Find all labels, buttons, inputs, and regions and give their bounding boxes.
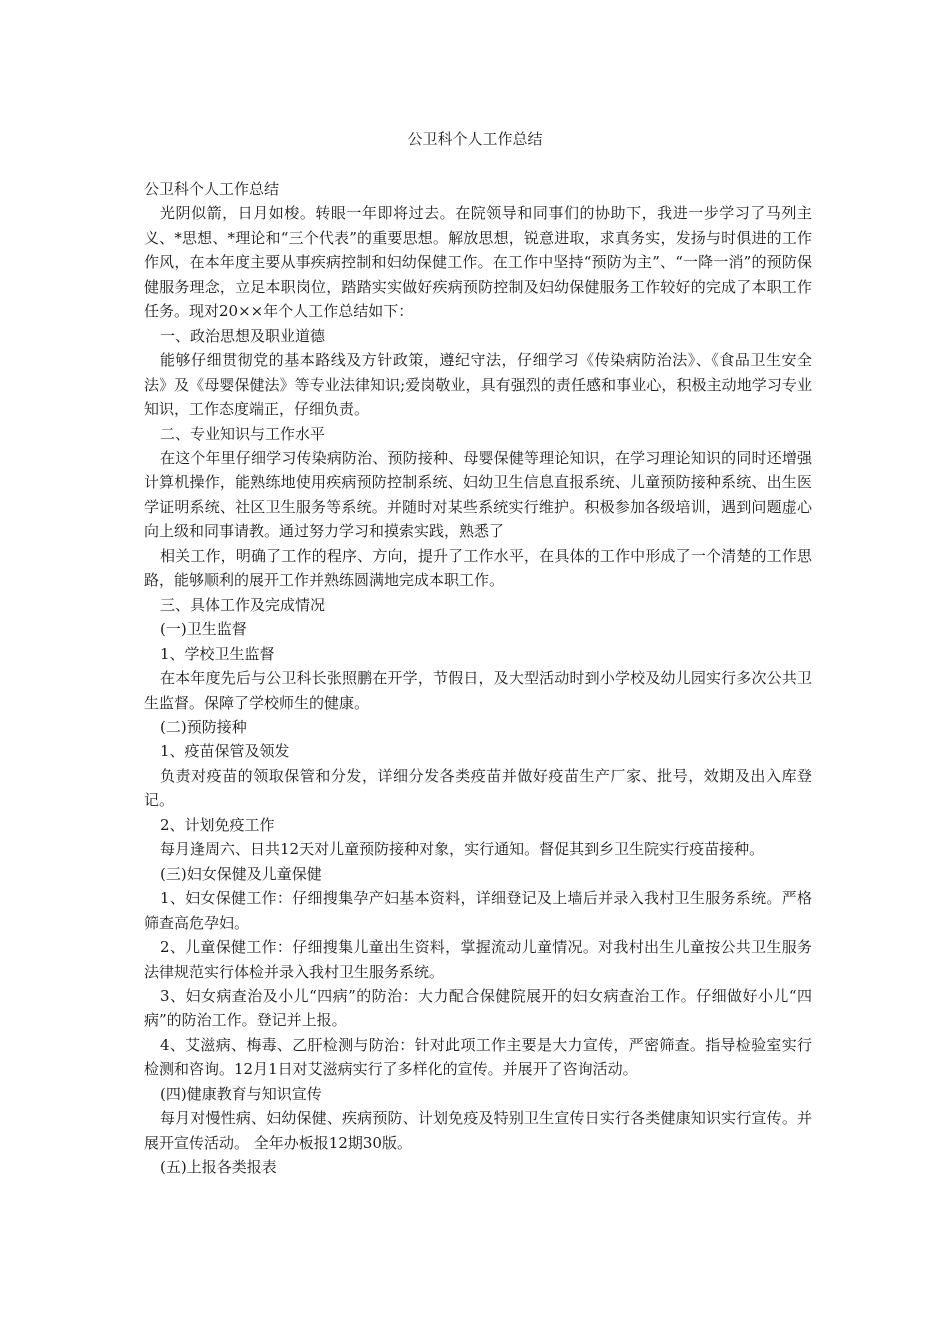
paragraph: 相关工作，明确了工作的程序、方向，提升了工作水平，在具体的工作中形成了一个清楚的工作思路，能够顺利的展开工作并熟练圆满地完成本职工作。: [144, 546, 812, 590]
paragraph: 在这个年里仔细学习传染病防治、预防接种、母婴保健等理论知识，在学习理论知识的同时还增强计算机操作，能熟练地使用疾病预防控制系统、妇幼卫生信息直报系统、儿童预防接种系统、出生医学证明系统、社区卫生服务等系统。并随时对某些系统实行维护。积极参加各级培训，遇到问题虚心向上级和同事请教。通过努力学习和摸索实践，熟悉了: [144, 448, 812, 541]
paragraph: 光阴似箭，日月如梭。转眼一年即将过去。在院领导和同事们的协助下，我进一步学习了马列主义、*思想、*理论和“三个代表”的重要思想。解放思想，锐意进取，求真务实，发扬与时俱进的工作作风，在本年度主要从事疾病控制和妇幼保健工作。在工作中坚持“预防为主”、“一降一消”的预防保健服务理念，立足本职岗位，踏踏实实做好疾病预防控制及妇幼保健服务工作较好的完成了本职工作任务。现对20××年个人工作总结如下：: [144, 204, 812, 321]
item-heading: 1、疫苗保管及领发: [160, 742, 290, 761]
paragraph: 每月对慢性病、妇幼保健、疾病预防、计划免疫及特别卫生宣传日实行各类健康知识实行宣传。并展开宣传活动。 全年办板报12期30版。: [144, 1109, 812, 1152]
paragraph: 4、艾滋病、梅毒、乙肝检测与防治：针对此项工作主要是大力宣传，严密筛查。指导检验室实行检测和咨询。12月1日对艾滋病实行了多样化的宣传。并展开了咨询活动。: [144, 1035, 812, 1079]
item-heading: 1、学校卫生监督: [160, 644, 275, 663]
paragraph: 能够仔细贯彻党的基本路线及方针政策，遵纪守法，仔细学习《传染病防治法》、《食品卫生安全法》及《母婴保健法》等专业法律知识;爱岗敬业，具有强烈的责任感和事业心，积极主动地学习专业知识，工作态度端正，仔细负责。: [144, 351, 812, 419]
paragraph: 每月逢周六、日共12天对儿童预防接种对象，实行通知。督促其到乡卫生院实行疫苗接种。: [160, 840, 765, 859]
paragraph: 在本年度先后与公卫科长张照鹏在开学，节假日，及大型活动时到小学校及幼儿园实行多次公共卫生监督。保障了学校师生的健康。: [144, 669, 812, 712]
section-heading: 二、专业知识与工作水平: [160, 424, 326, 443]
paragraph: 公卫科个人工作总结: [144, 180, 280, 198]
item-heading: 2、计划免疫工作: [160, 815, 275, 834]
document-body: [144, 177, 812, 1180]
subsection-heading: (五)上报各类报表: [160, 1158, 277, 1177]
subsection-heading: (二)预防接种: [160, 717, 247, 736]
paragraph: 1、妇女保健工作：仔细搜集孕产妇基本资料，详细登记及上墙后并录入我村卫生服务系统。严格筛查高危孕妇。: [144, 889, 812, 932]
section-heading: 一、政治思想及职业道德: [160, 326, 326, 345]
page-title: 公卫科个人工作总结: [407, 130, 543, 148]
paragraph: 2、儿童保健工作：仔细搜集儿童出生资料，掌握流动儿童情况。对我村出生儿童按公共卫生服务法律规范实行体检并录入我村卫生服务系统。: [144, 938, 812, 981]
subsection-heading: (四)健康教育与知识宣传: [160, 1084, 322, 1103]
paragraph: 负责对疫苗的领取保管和分发，详细分发各类疫苗并做好疫苗生产厂家、批号，效期及出入库登记。: [144, 766, 812, 810]
subsection-heading: (三)妇女保健及儿童保健: [160, 864, 322, 883]
paragraph: 3、妇女病查治及小儿“四病”的防治：大力配合保健院展开的妇女病查治工作。仔细做好小儿“四病”的防治工作。登记并上报。: [144, 986, 812, 1030]
section-heading: 三、具体工作及完成情况: [160, 595, 326, 614]
subsection-heading: (一)卫生监督: [160, 620, 247, 639]
